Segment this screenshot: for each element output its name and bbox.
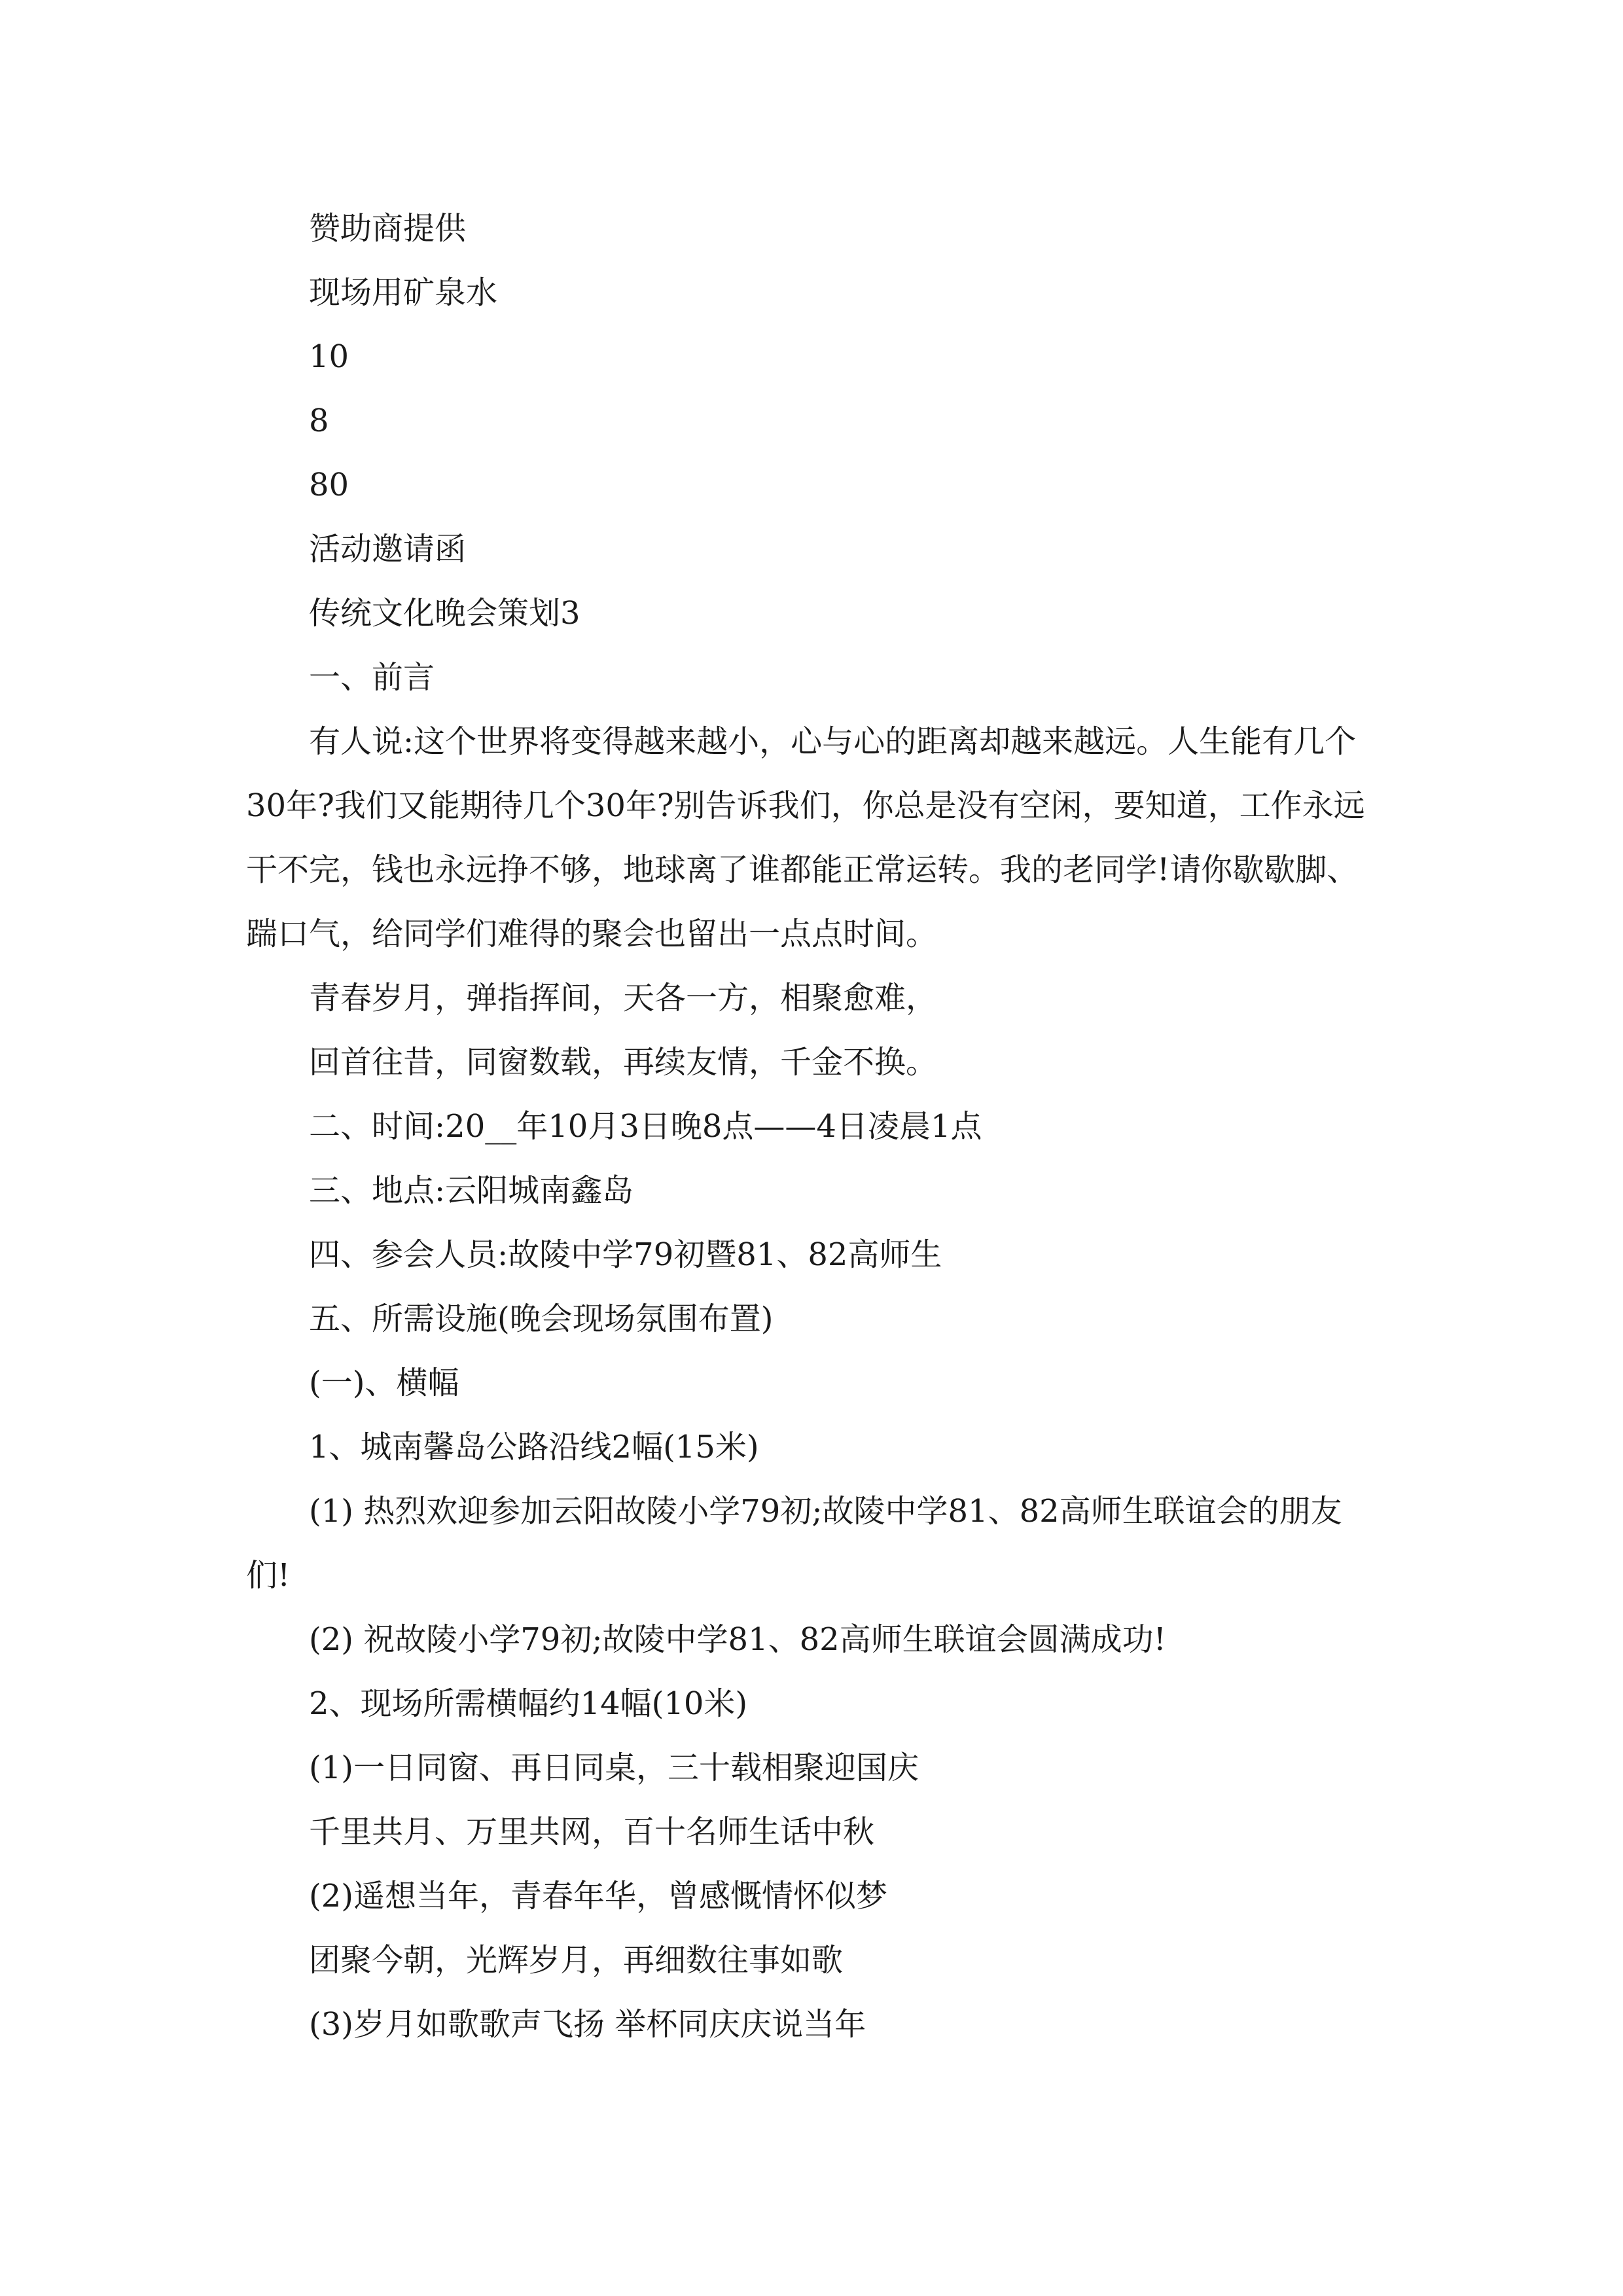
couplet-3-upper: (3)岁月如歌歌声飞扬 举杯同庆庆说当年 — [309, 2006, 866, 2043]
preface-paragraph: 有人说:这个世界将变得越来越小，心与心的距离却越来越远。人生能有几个30年?我们又能期待几个30年?别告诉我们，你总是没有空闲，要知道，工作永远干不完，钱也永远挣不够，地球离了谁都能正常运转。我的老同学!请你歇歇脚、踹口气，给同学们难得的聚会也留出一点点时间。 — [246, 723, 1365, 952]
line-number-80: 80 — [309, 467, 349, 503]
couplet-2-lower: 团聚今朝，光辉岁月，再细数往事如歌 — [309, 1942, 844, 1979]
banner-item-1-1: (1) 热烈欢迎参加云阳故陵小学79初;故陵中学81、82高师生联谊会的朋友们! — [246, 1493, 1342, 1594]
section-preface-heading: 一、前言 — [309, 659, 435, 696]
section-time: 二、时间:20__年10月3日晚8点——4日凌晨1点 — [309, 1108, 982, 1145]
poem-line-2: 回首往昔，同窗数载，再续友情，千金不换。 — [309, 1044, 938, 1081]
line-invitation: 活动邀请函 — [309, 531, 467, 567]
poem-line-1: 青春岁月，弹指挥间，天各一方，相聚愈难， — [309, 980, 938, 1016]
section-attendees: 四、参会人员:故陵中学79初暨81、82高师生 — [309, 1236, 942, 1273]
line-number-10: 10 — [309, 338, 349, 375]
line-sponsor: 赞助商提供 — [309, 210, 467, 247]
banner-item-1-2: (2) 祝故陵小学79初;故陵中学81、82高师生联谊会圆满成功! — [309, 1621, 1166, 1658]
section-facilities: 五、所需设施(晚会现场氛围布置) — [309, 1300, 774, 1337]
document-body — [246, 196, 1378, 2056]
banner-item-1: 1、城南馨岛公路沿线2幅(15米) — [309, 1429, 759, 1465]
document-heading: 传统文化晚会策划3 — [309, 595, 580, 632]
banner-section-heading: (一)、横幅 — [309, 1365, 459, 1401]
couplet-1-lower: 千里共月、万里共网，百十名师生话中秋 — [309, 1814, 875, 1850]
section-place: 三、地点:云阳城南鑫岛 — [309, 1172, 634, 1209]
banner-item-2: 2、现场所需横幅约14幅(10米) — [309, 1685, 748, 1722]
line-number-8: 8 — [309, 403, 329, 439]
line-mineral-water: 现场用矿泉水 — [309, 274, 498, 311]
couplet-1-upper: (1)一日同窗、再日同桌，三十载相聚迎国庆 — [309, 1749, 919, 1786]
couplet-2-upper: (2)遥想当年，青春年华，曾感慨情怀似梦 — [309, 1878, 887, 1914]
